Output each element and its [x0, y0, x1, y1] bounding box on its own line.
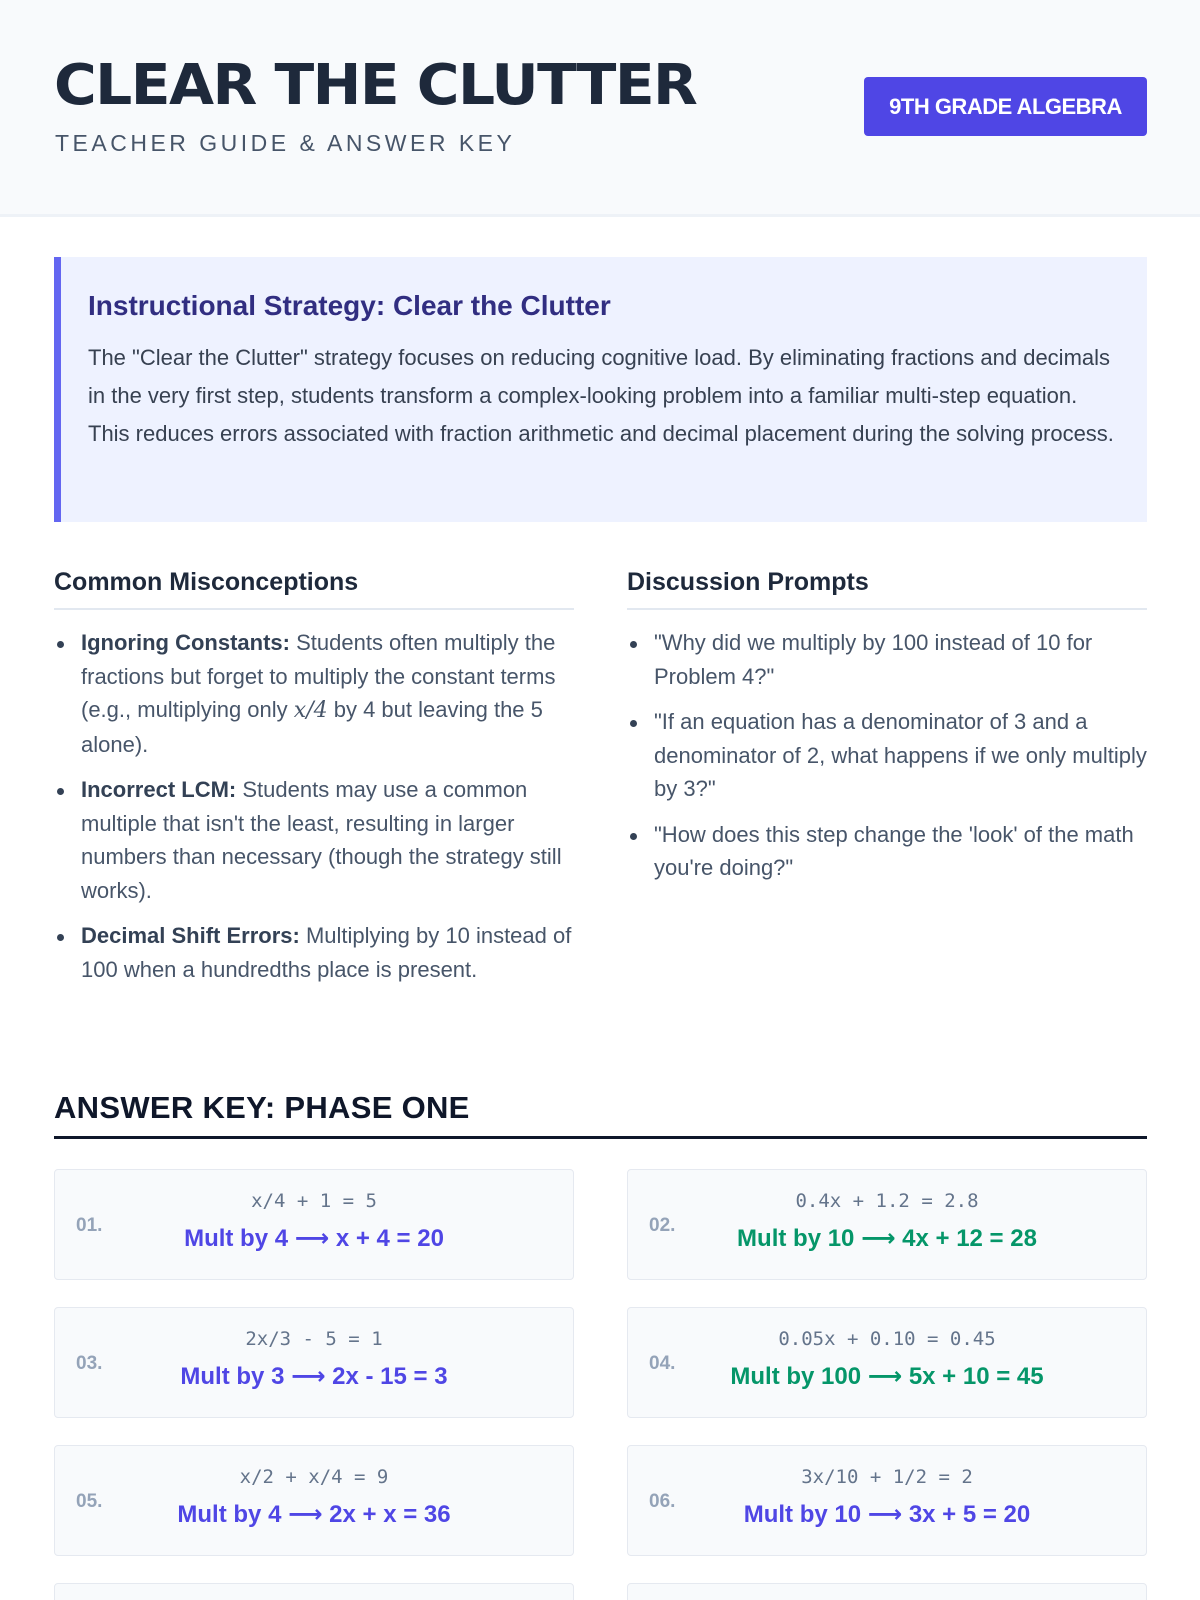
misconceptions-heading: Common Misconceptions: [54, 568, 574, 610]
list-item: "Why did we multiply by 100 instead of 10 for Problem 4?": [627, 626, 1147, 693]
list-item-text: Students may use a common multiple that isn't the least, resulting in larger numbers than necessary (though the strategy still works).: [81, 777, 562, 903]
answer-card: [627, 1583, 1147, 1600]
list-item-term: Incorrect LCM:: [81, 777, 237, 802]
problem-number: 02.: [649, 1214, 676, 1236]
problem-number: 05.: [76, 1490, 103, 1512]
strategy-body: The "Clear the Clutter" strategy focuses on reducing cognitive load. By eliminating fractions and decimals in the very first step, students transform a complex-looking problem into a familiar multi-step equation. This reduces errors associated with fraction arithmetic and decimal placement during the solving process.: [88, 344, 1114, 446]
strategy-callout: [54, 257, 1147, 522]
list-item-term: Decimal Shift Errors:: [81, 923, 300, 948]
list-item-term: Ignoring Constants:: [81, 630, 290, 655]
strategy-title: Instructional Strategy: Clear the Clutter: [88, 290, 611, 321]
answer-card: [54, 1445, 574, 1556]
problem-equation: 2x/3 - 5 = 1: [245, 1328, 383, 1350]
problem-number: 01.: [76, 1214, 103, 1236]
answer-card: [54, 1307, 574, 1418]
answer-card: [627, 1169, 1147, 1280]
prompts-list: [627, 626, 1147, 885]
problem-number: 06.: [649, 1490, 676, 1512]
problem-answer: Mult by 100 ⟶ 5x + 10 = 45: [730, 1363, 1044, 1390]
list-item-text: Multiplying by 10 instead of 100 when a hundredths place is present.: [81, 923, 572, 982]
problem-number: 04.: [649, 1352, 676, 1374]
misconceptions-section: [54, 568, 574, 998]
problem-number: 03.: [76, 1352, 103, 1374]
prompts-heading: Discussion Prompts: [627, 568, 1147, 610]
list-item: "If an equation has a denominator of 3 and a denominator of 2, what happens if we only multiply by 3?": [627, 705, 1147, 806]
list-item: [54, 773, 574, 907]
problem-answer: Mult by 4 ⟶ 2x + x = 36: [177, 1501, 451, 1528]
answer-card: [54, 1169, 574, 1280]
answer-key-heading: ANSWER KEY: PHASE ONE: [54, 1090, 1147, 1139]
problem-equation: 0.4x + 1.2 = 2.8: [795, 1190, 979, 1212]
page-title: CLEAR THE CLUTTER: [54, 53, 697, 118]
answer-card: [627, 1307, 1147, 1418]
grade-badge: 9TH GRADE ALGEBRA: [864, 77, 1147, 136]
answer-card: [54, 1583, 574, 1600]
prompts-section: [627, 568, 1147, 897]
page-header: [0, 0, 1200, 217]
page-subtitle: TEACHER GUIDE & ANSWER KEY: [55, 130, 516, 156]
problem-equation: 3x/10 + 1/2 = 2: [801, 1466, 973, 1488]
math-expression: x/4: [293, 698, 328, 723]
answer-card: [627, 1445, 1147, 1556]
problem-answer: Mult by 4 ⟶ x + 4 = 20: [184, 1225, 444, 1252]
problem-answer: Mult by 10 ⟶ 3x + 5 = 20: [743, 1501, 1031, 1528]
problem-answer: Mult by 3 ⟶ 2x - 15 = 3: [180, 1363, 448, 1390]
list-item: [54, 626, 574, 761]
problem-equation: 0.05x + 0.10 = 0.45: [778, 1328, 996, 1350]
problem-answer: Mult by 10 ⟶ 4x + 12 = 28: [737, 1225, 1037, 1252]
problem-equation: x/2 + x/4 = 9: [239, 1466, 389, 1488]
list-item: [54, 919, 574, 986]
list-item: "How does this step change the 'look' of the math you're doing?": [627, 818, 1147, 885]
problem-equation: x/4 + 1 = 5: [251, 1190, 377, 1212]
list-item-text: by 4 but leaving the 5 alone).: [81, 697, 543, 757]
misconceptions-list: [54, 626, 574, 986]
list-item-text: Students often multiply the fractions but forget to multiply the constant terms (e.g., multiplying only: [81, 630, 556, 722]
